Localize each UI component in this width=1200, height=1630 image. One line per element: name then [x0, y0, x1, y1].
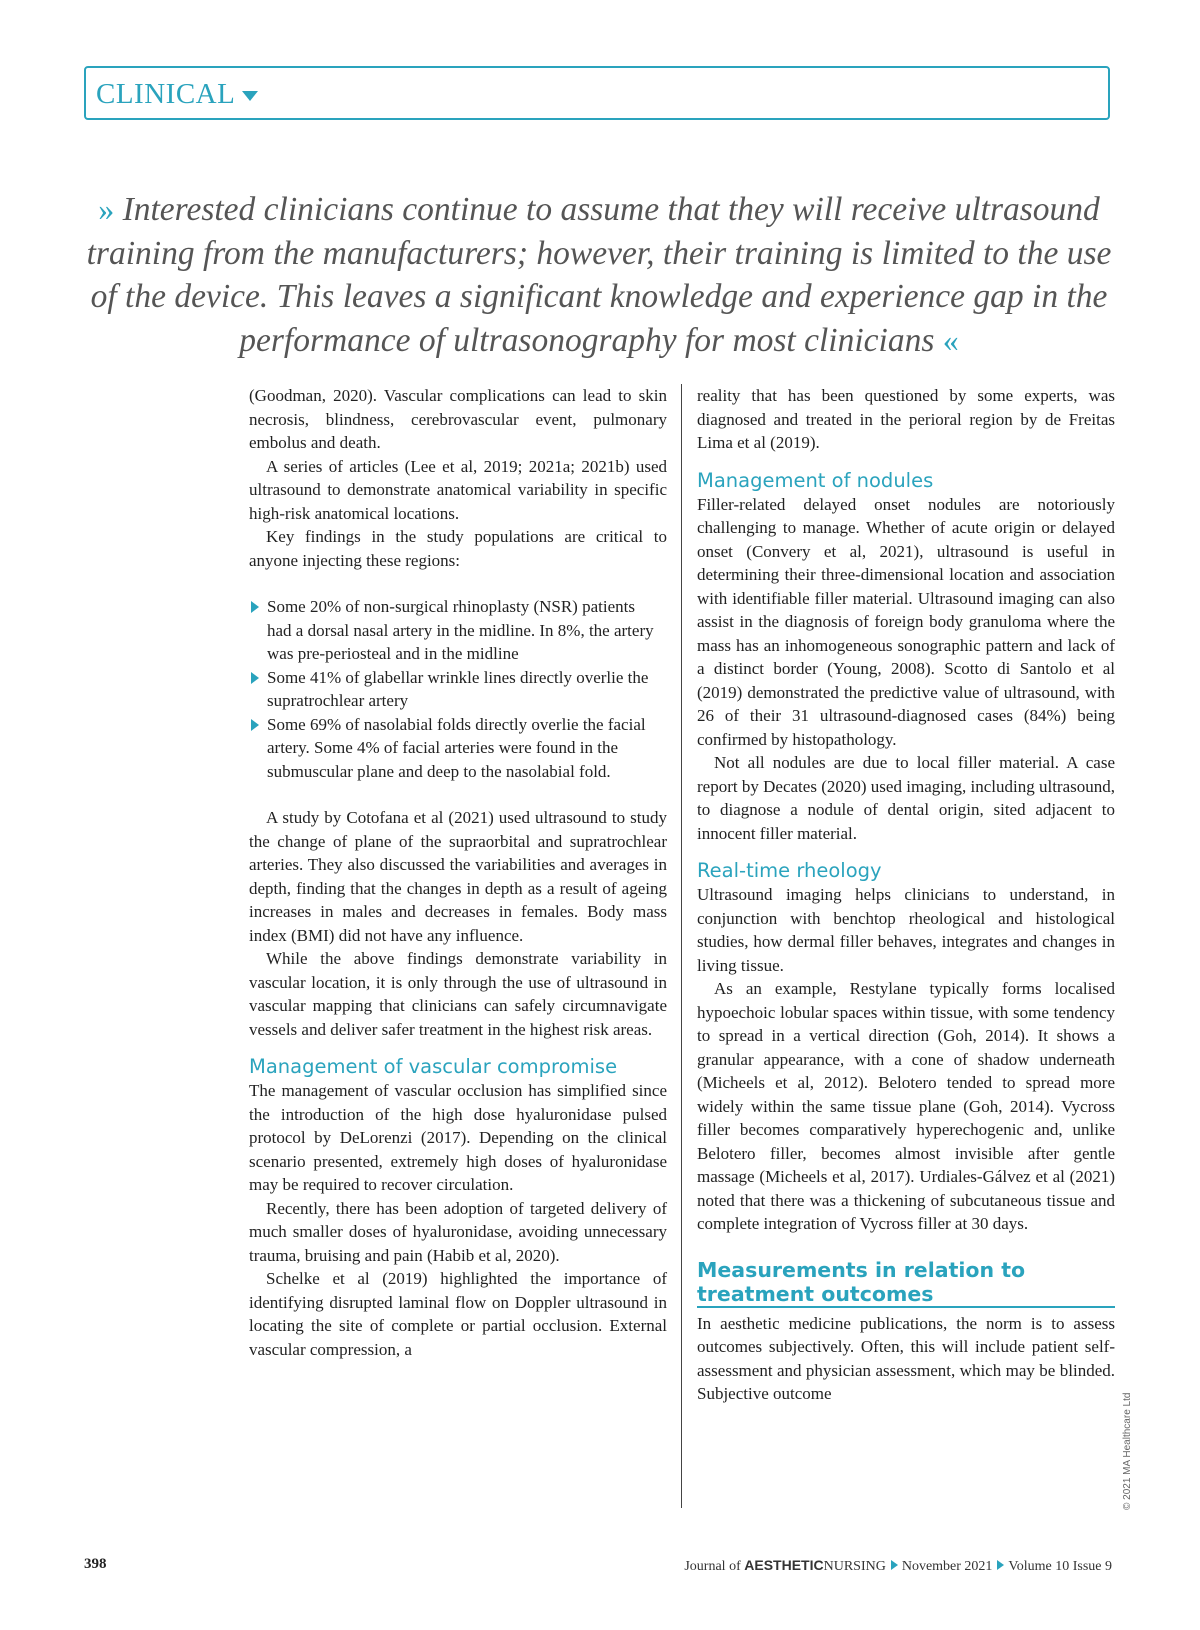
- pull-quote-text: Interested clinicians continue to assume that they will receive ultrasound training from the manufacturers; however, their training is limited to the use of the device. This leaves a significant knowledge and experience gap in the performance of ultrasonography for most clinicians: [86, 191, 1112, 359]
- pull-quote-close-mark: «: [942, 321, 959, 358]
- paragraph: While the above findings demonstrate variability in vascular location, it is only through the use of ultrasound in vascular mapping that clinicians can safely circumnavigate vessels and deliver safer treatment in the highest risk areas.: [249, 949, 667, 1039]
- page-number: 398: [84, 1556, 107, 1572]
- paragraph: In aesthetic medicine publications, the norm is to assess outcomes subjectively. Often, this will include patient self-assessment and physician assessment, which may be blinded. Subjective outcome: [697, 1313, 1115, 1403]
- paragraph: (Goodman, 2020). Vascular complications can lead to skin necrosis, blindness, cerebrovascular event, pulmonary embolus and death.: [249, 386, 667, 452]
- pull-quote-open-mark: »: [98, 191, 115, 227]
- paragraph: Ultrasound imaging helps clinicians to understand, in conjunction with benchtop rheological and histological studies, how dermal filler behaves, integrates and changes in living tissue.: [697, 885, 1115, 975]
- volume-issue: Volume 10 Issue 9: [1008, 1559, 1112, 1574]
- section-label-text: CLINICAL: [96, 78, 236, 110]
- list-item-text: Some 69% of nasolabial folds directly overlie the facial artery. Some 4% of facial arteries were found in the submuscular plane and deep to the nasolabial fold.: [267, 714, 646, 781]
- issue-date: November 2021: [901, 1559, 993, 1574]
- spacer: [249, 783, 667, 806]
- bullet-triangle-icon: [251, 601, 259, 613]
- bullet-triangle-icon: [251, 719, 259, 731]
- heading-measurements: Measurements in relation to treatment outcomes: [697, 1258, 1115, 1308]
- bullet-triangle-icon: [251, 672, 259, 684]
- journal-suffix: NURSING: [823, 1559, 886, 1574]
- paragraph: A study by Cotofana et al (2021) used ultrasound to study the change of plane of the supraorbital and supratrochlear arteries. They also discussed the variabilities and averages in depth, finding that the changes in depth as a result of ageing increases in males and decreases in females. Body mass index (BMI) did not have any influence.: [249, 808, 667, 945]
- journal-prefix: Journal of: [684, 1559, 741, 1574]
- list-item: [249, 666, 659, 713]
- key-findings-list: [249, 595, 667, 783]
- heading-vascular-compromise: Management of vascular compromise: [249, 1055, 618, 1078]
- paragraph: Filler-related delayed onset nodules are notoriously challenging to manage. Whether of acute origin or delayed onset (Convery et al, 2021), ultrasound is useful in determining their three-dimensional location and association with identifiable filler material. Ultrasound imaging can also assist in the diagnosis of foreign body granuloma where the mass has an inhomogeneous sonographic pattern and lack of a distinct border (Young, 2008). Scotto di Santolo et al (2019) demonstrated the predictive value of ultrasound, with 26 of their 31 ultrasound-diagnosed cases (84%) being confirmed by histopathology.: [697, 494, 1115, 749]
- footer-triangle-icon: [891, 1560, 898, 1570]
- pull-quote: [84, 188, 1114, 362]
- paragraph: Key findings in the study populations are critical to anyone injecting these regions:: [249, 527, 667, 570]
- column-divider: [681, 384, 682, 1508]
- paragraph: A series of articles (Lee et al, 2019; 2021a; 2021b) used ultrasound to demonstrate anatomical variability in specific high-risk anatomical locations.: [249, 456, 667, 523]
- journal-brand: AESTHETIC: [744, 1557, 824, 1573]
- right-column: [697, 384, 1115, 1406]
- journal-footer: [684, 1557, 1112, 1575]
- paragraph: As an example, Restylane typically forms localised hypoechoic lobular spaces within tissue, with some tendency to spread in a vertical direction (Goh, 2014). It shows a granular appearance, with a cone of shadow underneath (Micheels et al, 2012). Belotero tended to spread more widely within the same tissue plane (Goh, 2014). Vycross filler becomes comparatively hyperechogenic and, unlike Belotero filler, becomes almost invisible after gentle massage (Micheels et al, 2017). Urdiales-Gálvez et al (2021) noted that there was a thickening of subcutaneous tissue and complete integration of Vycross filler at 30 days.: [697, 979, 1115, 1233]
- left-column: [249, 384, 667, 1361]
- spacer: [249, 572, 667, 595]
- heading-real-time-rheology: Real-time rheology: [697, 859, 882, 882]
- copyright-notice: © 2021 MA Healthcare Ltd: [1122, 1392, 1133, 1510]
- footer-triangle-icon: [997, 1560, 1004, 1570]
- paragraph: Schelke et al (2019) highlighted the importance of identifying disrupted laminal flow on Doppler ultrasound in locating the site of complete or partial occlusion. External vascular compression, a: [249, 1269, 667, 1359]
- heading-management-of-nodules: Management of nodules: [697, 468, 934, 492]
- paragraph: Not all nodules are due to local filler material. A case report by Decates (2020) used imaging, including ultrasound, to diagnose a nodule of dental origin, sited adjacent to innocent filler material.: [697, 753, 1115, 843]
- list-item-text: Some 41% of glabellar wrinkle lines directly overlie the supratrochlear artery: [267, 667, 649, 710]
- paragraph: reality that has been questioned by some experts, was diagnosed and treated in the perioral region by de Freitas Lima et al (2019).: [697, 386, 1115, 452]
- list-item-text: Some 20% of non-surgical rhinoplasty (NSR) patients had a dorsal nasal artery in the midline. In 8%, the artery was pre-periosteal and in the midline: [267, 597, 654, 663]
- dropdown-triangle-icon: [242, 91, 258, 101]
- paragraph: The management of vascular occlusion has simplified since the introduction of the high dose hyaluronidase pulsed protocol by DeLorenzi (2017). Depending on the clinical scenario presented, extremely high doses of hyaluronidase may be required to recover circulation.: [249, 1081, 667, 1194]
- paragraph: Recently, there has been adoption of targeted delivery of much smaller doses of hyaluronidase, avoiding unnecessary trauma, bruising and pain (Habib et al, 2020).: [249, 1198, 667, 1265]
- list-item: [249, 713, 659, 784]
- list-item: [249, 595, 659, 666]
- section-header-box: [84, 66, 1110, 120]
- section-label[interactable]: [96, 78, 258, 111]
